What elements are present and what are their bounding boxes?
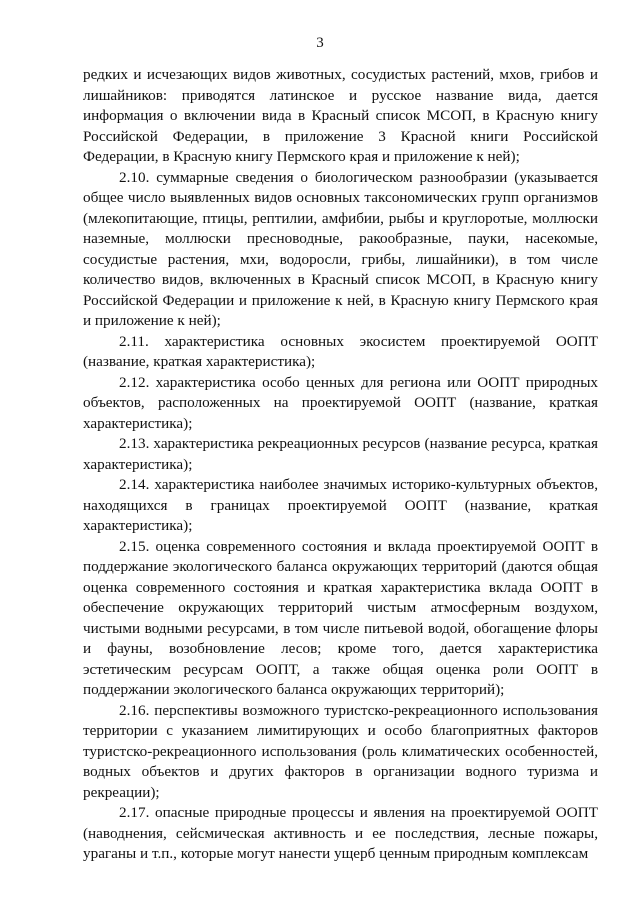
paragraph-2-17-hazards: 2.17. опасные природные процессы и явления на проектируемой ООПТ (наводнения, сейсмическая активность и ее последствия, лесные пожары, ураганы и т.п., которые могут нанести ущерб ценным природным комплексам: [83, 804, 598, 862]
paragraph-2-16-tourism-prospects: 2.16. перспективы возможного туристско-рекреационного использования территории с указанием лимитирующих и особо благоприятных факторов туристско-рекреационного использования (роль климатических особенностей, водных объектов и других факторов в организации водного туризма и рекреации);: [83, 701, 598, 801]
paragraph-continued-red-list: редких и исчезающих видов животных, сосудистых растений, мхов, грибов и лишайников: приводятся латинское и русское название вида, дается информация о включении вида в Красный список МСОП, в Красную книгу Российской Федерации, в приложение 3 Красной книги Российской Федерации, в Красную книгу Пермского края и приложение к ней);: [83, 66, 598, 165]
document-body: [83, 65, 598, 865]
page-number: 3: [316, 35, 324, 51]
paragraph-2-12-valuable-objects: 2.12. характеристика особо ценных для региона или ООПТ природных объектов, расположенных на проектируемой ООПТ (название, краткая характеристика);: [83, 373, 598, 432]
paragraph-2-13-recreation-resources: 2.13. характеристика рекреационных ресурсов (название ресурса, краткая характеристика);: [83, 435, 598, 473]
paragraph-2-11-ecosystems: 2.11. характеристика основных экосистем проектируемой ООПТ (название, краткая характеристика);: [83, 332, 598, 370]
paragraph-2-15-state-assessment: 2.15. оценка современного состояния и вклада проектируемой ООПТ в поддержание экологического баланса окружающих территорий (даются общая оценка современного состояния и краткая характеристика вклада ООПТ в обеспечение окружающих территорий чистым атмосферным воздухом, чистыми водными ресурсами, в том числе питьевой водой, обогащение флоры и фауны, возобновление лесов; кроме того, дается характеристика эстетическим ресурсам ООПТ, а также общая оценка роли ООПТ в поддержании экологического баланса окружающих территорий);: [83, 537, 598, 698]
paragraph-2-14-cultural-objects: 2.14. характеристика наиболее значимых историко-культурных объектов, находящихся в границах проектируемой ООПТ (название, краткая характеристика);: [83, 476, 598, 534]
paragraph-2-10-biodiversity: 2.10. суммарные сведения о биологическом разнообразии (указывается общее число выявленных видов основных таксономических групп организмов (млекопитающие, птицы, рептилии, амфибии, рыбы и круглоротые, моллюски наземные, моллюски пресноводные, ракообразные, пауки, насекомые, сосудистые растения, мхи, водоросли, грибы, лишайники), в том числе количество видов, включенных в Красный список МСОП, в Красную книгу Российской Федерации и приложение к ней, в Красную книгу Пермского края и приложение к ней);: [83, 168, 598, 329]
